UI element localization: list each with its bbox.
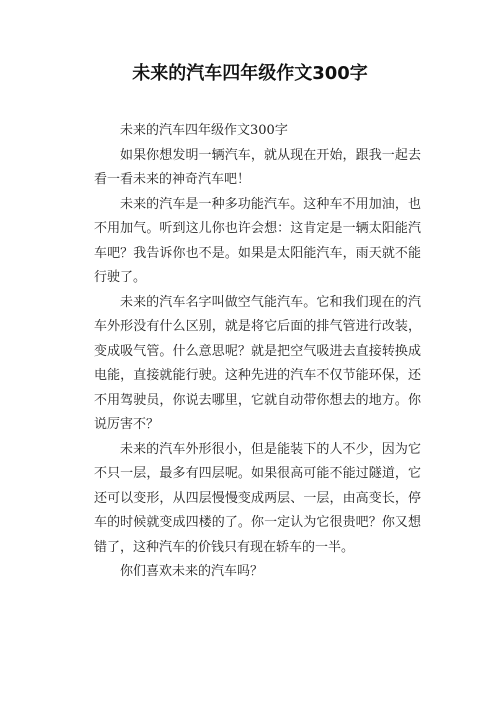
paragraph-air-energy: 未来的汽车名字叫做空气能汽车。它和我们现在的汽车外形没有什么区别，就是将它后面的排气管进行改装，变成吸气管。什么意思呢？就是把空气吸进去直接转换成电能，直接就能行驶。这种先进的汽车不仅节能环保，还不用驾驶员，你说去哪里，它就自动带你想去的地方。你说厉害不？	[94, 294, 421, 432]
document-body	[94, 119, 421, 585]
paragraph-subtitle: 未来的汽车四年级作文300字	[120, 123, 288, 138]
paragraph-multifunction: 未来的汽车是一种多功能汽车。这种车不用加油，也不用加气。听到这儿你也许会想：这肯定是一辆太阳能汽车吧？我告诉你也不是。如果是太阳能汽车，雨天就不能行驶了。	[94, 196, 421, 285]
document-title: 未来的汽车四年级作文300字	[132, 63, 368, 84]
paragraph-shape: 未来的汽车外形很小，但是能装下的人不少，因为它不只一层，最多有四层呢。如果很高可能不能过隧道，它还可以变形，从四层慢慢变成两层、一层，由高变长，停车的时候就变成四楼的了。你一定认为它很贵吧？你又想错了，这种汽车的价钱只有现在轿车的一半。	[94, 441, 421, 555]
paragraph-intro: 如果你想发明一辆汽车，就从现在开始，跟我一起去看一看未来的神奇汽车吧！	[94, 147, 421, 187]
paragraph-closing: 你们喜欢未来的汽车吗？	[120, 564, 264, 579]
